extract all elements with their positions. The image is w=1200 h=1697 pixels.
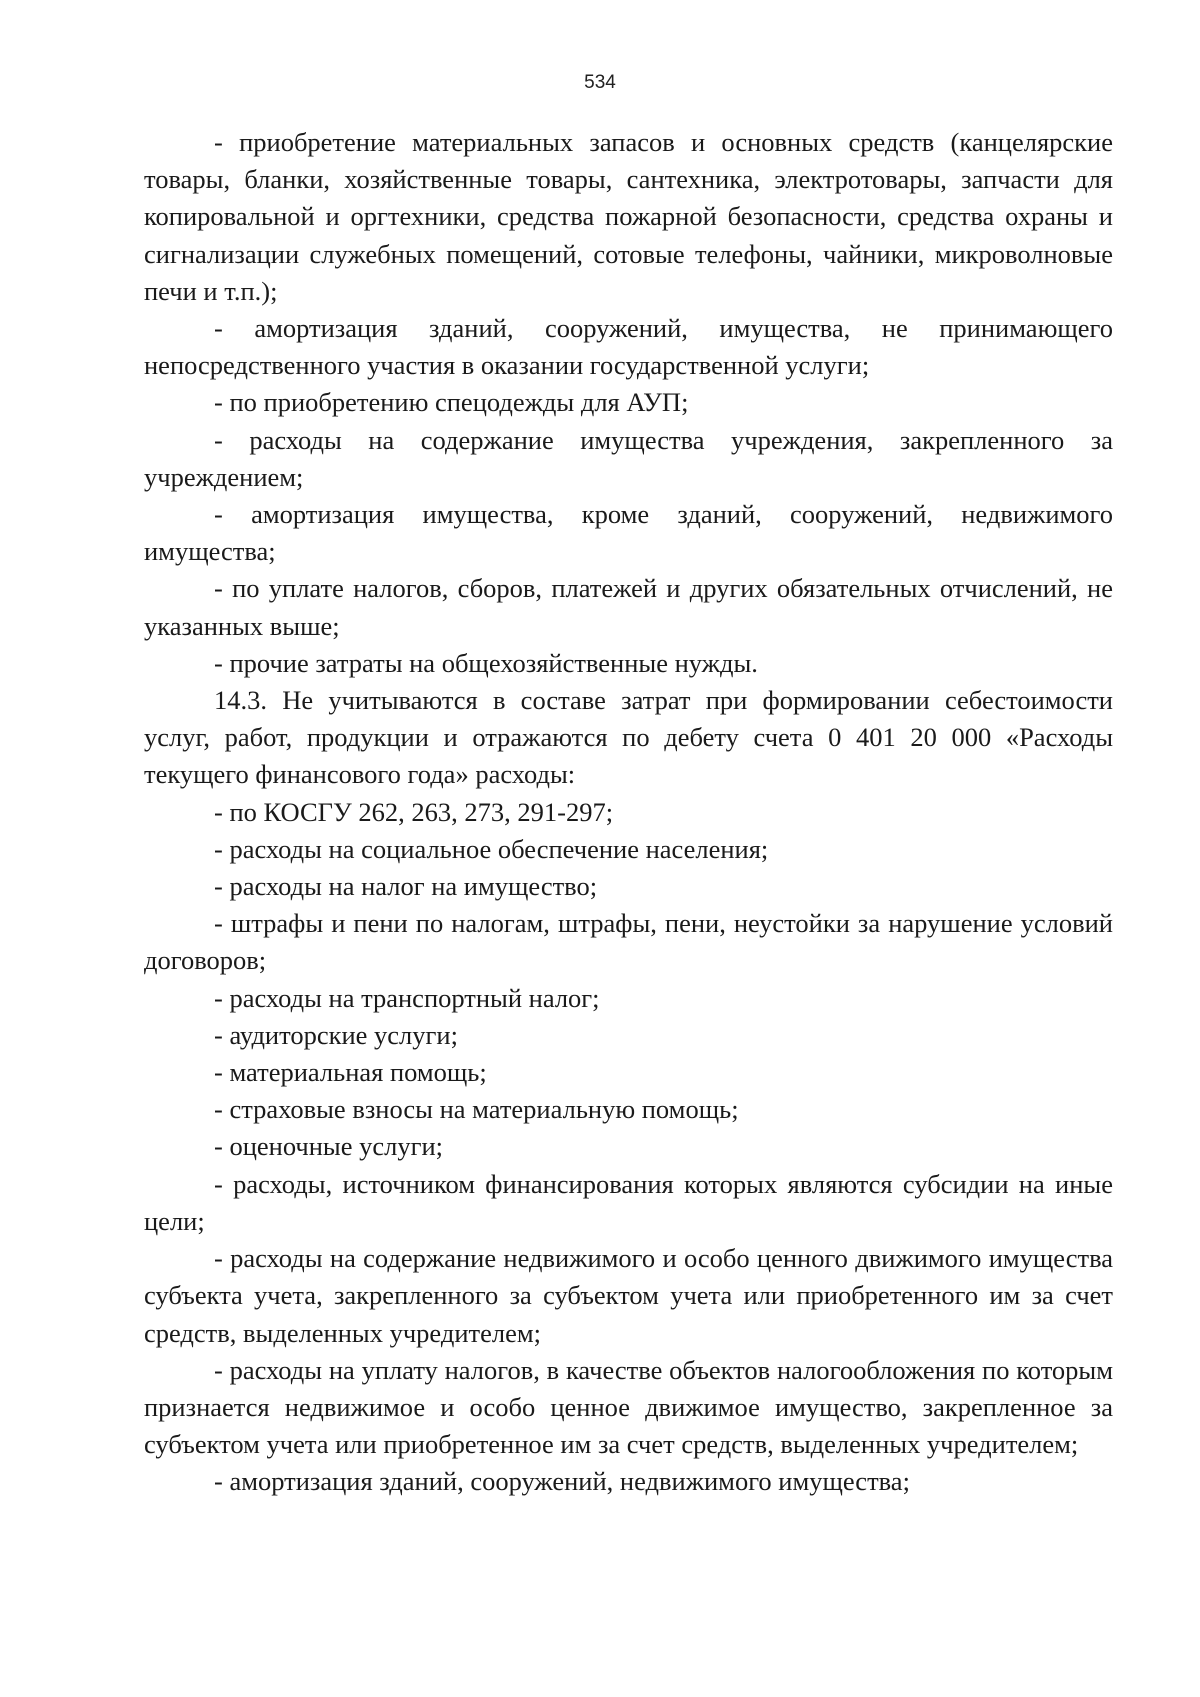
paragraph-transport-tax: - расходы на транспортный налог; (214, 982, 600, 1013)
paragraph-financial-aid: - материальная помощь; (214, 1057, 487, 1088)
paragraph-materials: - приобретение материальных запасов и основных средств (канцелярские товары, бланки, хозяйственные товары, сантехника, электротовары, запчасти для копировальной и оргтехники, средства пожарной безопасности, средства охраны и сигнализации служебных помещений, сотовые телефоны, чайники, микроволновые печи и т.п.); (144, 127, 1113, 306)
paragraph-taxes-fees: - по уплате налогов, сборов, платежей и других обязательных отчислений, не указанных выше; (144, 573, 1113, 641)
page-number: 534 (584, 72, 616, 93)
paragraph-property-tax: - расходы на налог на имущество; (214, 871, 598, 902)
paragraph-social-security: - расходы на социальное обеспечение населения; (214, 833, 769, 864)
paragraph-appraisal: - оценочные услуги; (214, 1131, 443, 1162)
paragraph-depreciation-real-estate: - амортизация зданий, сооружений, недвижимого имущества; (214, 1466, 910, 1497)
paragraph-audit: - аудиторские услуги; (214, 1019, 458, 1050)
paragraph-depreciation-buildings: - амортизация зданий, сооружений, имущества, не принимающего непосредственного участия в оказании государственной услуги; (144, 313, 1113, 381)
paragraph-real-estate-maintenance: - расходы на содержание недвижимого и особо ценного движимого имущества субъекта учета, закрепленного за субъектом учета или приобретенного им за счет средств, выделенных учредителем; (144, 1243, 1113, 1348)
paragraph-fines: - штрафы и пени по налогам, штрафы, пени, неустойки за нарушение условий договоров; (144, 908, 1113, 976)
paragraph-property-maintenance: - расходы на содержание имущества учреждения, закрепленного за учреждением; (144, 424, 1113, 492)
paragraph-workwear: - по приобретению спецодежды для АУП; (214, 387, 689, 418)
paragraph-insurance: - страховые взносы на материальную помощь; (214, 1094, 739, 1125)
paragraph-subsidies: - расходы, источником финансирования которых являются субсидии на иные цели; (144, 1168, 1113, 1236)
paragraph-real-estate-taxes: - расходы на уплату налогов, в качестве объектов налогообложения по которым признается недвижимое и особо ценное движимое имущество, закрепленное за субъектом учета или приобретенное им за счет средств, выделенных учредителем; (144, 1354, 1113, 1460)
paragraph-depreciation-property: - амортизация имущества, кроме зданий, сооружений, недвижимого имущества; (144, 499, 1113, 567)
paragraph-kosgu: - по КОСГУ 262, 263, 273, 291-297; (214, 796, 614, 827)
document-body (144, 124, 1113, 1501)
paragraph-other-costs: - прочие затраты на общехозяйственные нужды. (214, 647, 758, 678)
paragraph-section-14-3: 14.3. Не учитываются в составе затрат при формировании себестоимости услуг, работ, продукции и отражаются по дебету счета 0 401 20 000 «Расходы текущего финансового года» расходы: (144, 685, 1113, 790)
